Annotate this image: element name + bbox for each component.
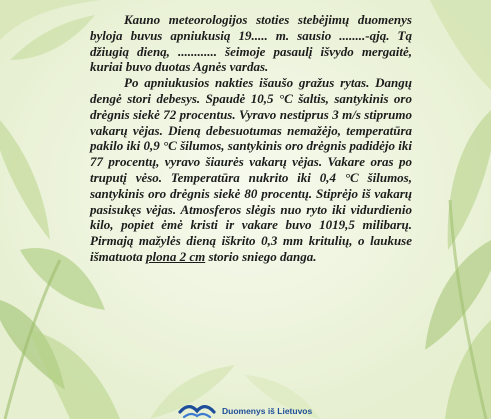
wave-logo-icon — [178, 403, 216, 419]
paragraph-weather — [90, 75, 412, 265]
weather-text: Po apniukusios nakties išaušo gražus rytas. Dangų dengė stori debesys. Spaudė 10,5 °C šaltis, santykinis oro drėgnis siekė 72 procentus. Vyravo nestiprus 3 m/s stiprumo vakarų vėjas. Dieną debesuotumas nemažėjo, temperatūra pakilo iki 0,9 °C šilumos, santykinis oro drėgnis padidėjo iki 77 procentų, vyravo šiaurės vakarų vėjas. Vakare oras po truputį vėso. Temperatūra nukrito iki 0,4 °C šilumos, santykinis oro drėgnis siekė 80 procentų. Stiprėjo iš vakarų pasisukęs vėjas. Atmosferos slėgis nuo ryto iki vidurdienio kilo, popiet ėmė kristi ir vakare buvo 1019,5 milibarų. Pirmają mažylės dieną iškrito 0,3 mm kritulių, o laukuse išmatuota — [90, 75, 412, 264]
underlined-snow-thickness: plona 2 cm — [146, 248, 206, 264]
document-text — [90, 12, 412, 265]
paragraph-birth: Kauno meteorologijos stoties stebėjimų duomenys byloja buvus apniukusią 19..... m. sausio ........-ąją. Tą džiugią dieną, ............ šeimoje pasaulį išvydo mergaitė, kuriai buvo duotas Agnės vardas. — [90, 12, 412, 75]
weather-text-end: storio sniego danga. — [208, 248, 317, 264]
footer-logo — [178, 403, 312, 419]
logo-text: Duomenys iš Lietuvos — [222, 406, 313, 416]
